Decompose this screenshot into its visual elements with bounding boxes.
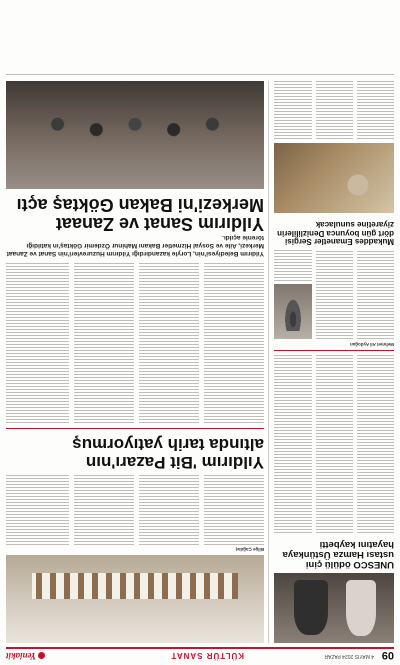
unesco-text-col-3 (274, 355, 312, 533)
main-title-line-2: Merkezi'ni Bakan Göktaş açtı (16, 195, 264, 216)
photo-bit-pazari (6, 555, 264, 643)
main-text-col-3 (74, 263, 134, 423)
unesco-title-line-2: ustası Hamza Üstünkaya (282, 549, 394, 561)
mukaddes-title-line-2: dört gün boyunca Denizlililerin (277, 228, 394, 238)
photo-cini-ustasi (274, 573, 394, 643)
mukaddes-text-col-4 (357, 81, 394, 139)
issue-date: 4 MAYIS 2024 PAZAR (324, 653, 374, 659)
photo-mukaddes-emanetler (274, 284, 312, 339)
mukaddes-text-col-1 (357, 249, 394, 339)
divider (274, 350, 394, 351)
bit-pazari-text-col-1 (204, 475, 264, 545)
bit-pazari-story-title (6, 435, 264, 471)
bit-pazari-text-col-4 (6, 475, 69, 545)
unesco-text-col-2 (316, 355, 353, 533)
column-divider (268, 81, 269, 643)
section-title: KÜLTÜR SANAT (170, 651, 244, 660)
mukaddes-story-title (274, 220, 394, 245)
mukaddes-title-line-3: ziyaretine sunulacak (315, 220, 394, 230)
bottom-rule (6, 74, 394, 75)
mukaddes-title-line-1: Mukaddes Emanetler Sergisi (285, 237, 394, 246)
brand-name: Yeniakit (6, 651, 37, 661)
page-number: 09 (381, 649, 394, 661)
main-text-col-1 (204, 263, 264, 423)
mukaddes-text-col-5 (316, 81, 353, 139)
mukaddes-text-col-3 (274, 249, 312, 281)
unesco-text-col-1 (357, 355, 394, 533)
photo-emanetler-exhibit (274, 143, 394, 213)
unesco-title-line-3: hayatını kaybetti (319, 539, 394, 551)
main-text-col-2 (139, 263, 199, 423)
photo-acilis-toreni (6, 81, 264, 189)
mukaddes-byline: Mehmet Ali Aydoğan (349, 342, 394, 347)
bit-pazari-text-col-2 (139, 475, 199, 545)
mukaddes-text-col-6 (274, 81, 312, 139)
mukaddes-text-col-2 (316, 249, 353, 339)
main-text-col-4 (6, 263, 69, 423)
unesco-story-title (274, 539, 394, 569)
main-story-title (6, 195, 264, 233)
bit-pazari-title-line-1: Yıldırım 'Bit Pazarı'nın (85, 453, 264, 472)
bit-pazari-text-col-3 (74, 475, 134, 545)
brand-logo (6, 651, 45, 661)
brand-logo-icon (38, 652, 45, 659)
main-title-line-1: Yıldırım Sanat ve Zanaat (55, 214, 264, 234)
bit-pazari-title-line-2: altında tarih yatıyormuş (72, 435, 264, 455)
page-header (6, 647, 394, 661)
bit-pazari-byline: Bilge Çağdaş (235, 547, 264, 552)
unesco-title-line-1: UNESCO ödülü çini (305, 559, 394, 570)
main-story-deck: Yıldırım Belediyesi'nin, Loryle kazandırdığı Yıldırım Huzurevleri'nin Sanat ve Zanaat Merkezi, Aile ve Sosyal Hizmetler Bakanı Mahinur Özdemir Göktaş'ın katıldığı törenle açıldı. (6, 233, 264, 257)
divider (6, 428, 264, 429)
